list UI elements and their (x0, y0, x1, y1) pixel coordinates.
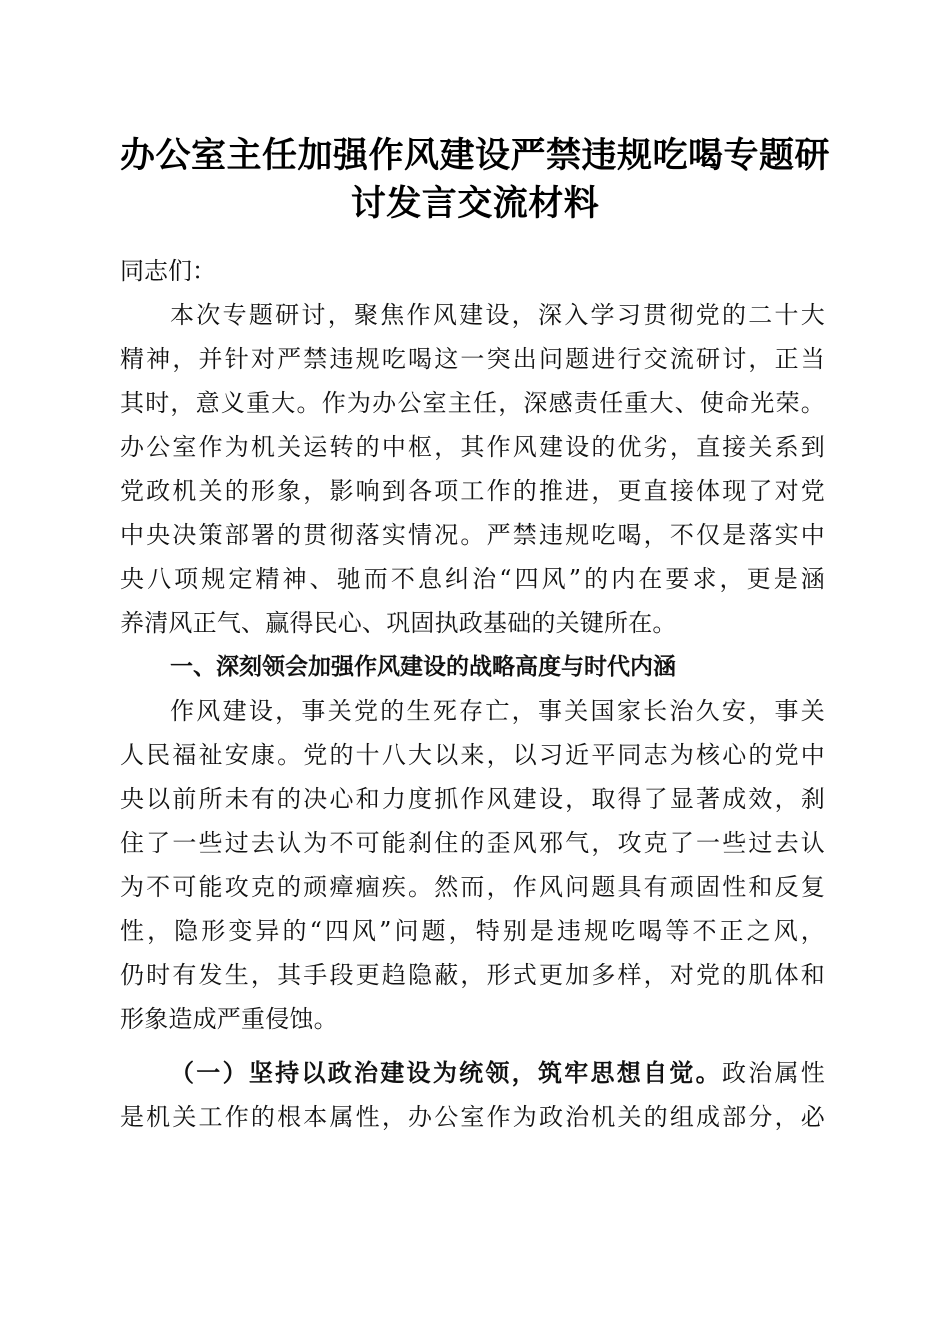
section-paragraph (120, 689, 825, 1041)
text-line: 精神，并针对严禁违规吃喝这一突出问题进行交流研讨，正当 (120, 345, 825, 373)
document-title (100, 132, 850, 228)
section-heading: 一、深刻领会加强作风建设的战略高度与时代内涵 (170, 654, 676, 680)
text-line: 人民福祉安康。党的十八大以来，以习近平同志为核心的党中 (120, 741, 825, 769)
subsection-paragraph (120, 1051, 825, 1139)
text-line: 办公室作为机关运转的中枢，其作风建设的优劣，直接关系到 (120, 433, 825, 461)
subsection-lead: （一）坚持以政治建设为统领，筑牢思想自觉。 (170, 1059, 722, 1087)
text-line: 中央决策部署的贯彻落实情况。严禁违规吃喝，不仅是落实中 (120, 521, 825, 549)
text-line: 仍时有发生，其手段更趋隐蔽，形式更加多样，对党的肌体和 (120, 961, 825, 989)
text-line: 央以前所未有的决心和力度抓作风建设，取得了显著成效，刹 (120, 785, 825, 813)
text-line: 形象造成严重侵蚀。 (120, 1005, 338, 1033)
text-line: 其时，意义重大。作为办公室主任，深感责任重大、使命光荣。 (120, 389, 825, 417)
text-line: 养清风正气、赢得民心、巩固执政基础的关键所在。 (120, 609, 677, 637)
text-line: 住了一些过去认为不可能刹住的歪风邪气，攻克了一些过去认 (120, 829, 825, 857)
intro-paragraph (120, 293, 825, 645)
greeting: 同志们： (120, 257, 216, 285)
text-line: 性，隐形变异的“四风”问题，特别是违规吃喝等不正之风， (120, 917, 825, 945)
title-line: 办公室主任加强作风建设严禁违规吃喝专题研 (119, 135, 830, 176)
text-line: 为不可能攻克的顽瘴痼疾。然而，作风问题具有顽固性和反复 (120, 873, 825, 901)
title-line: 讨发言交流材料 (350, 183, 600, 224)
document-body (120, 250, 825, 1139)
text-line: 作风建设，事关党的生死存亡，事关国家长治久安，事关 (170, 697, 825, 725)
subsection-text: 政治属性 (721, 1059, 825, 1087)
text-line: 党政机关的形象，影响到各项工作的推进，更直接体现了对党 (120, 477, 825, 505)
text-line: 是机关工作的根本属性，办公室作为政治机关的组成部分，必 (120, 1103, 825, 1131)
text-line: 央八项规定精神、驰而不息纠治“四风”的内在要求，更是涵 (120, 565, 825, 593)
text-line: 本次专题研讨，聚焦作风建设，深入学习贯彻党的二十大 (170, 301, 825, 329)
paragraph-gap (120, 1041, 825, 1051)
text-line (120, 1051, 825, 1095)
